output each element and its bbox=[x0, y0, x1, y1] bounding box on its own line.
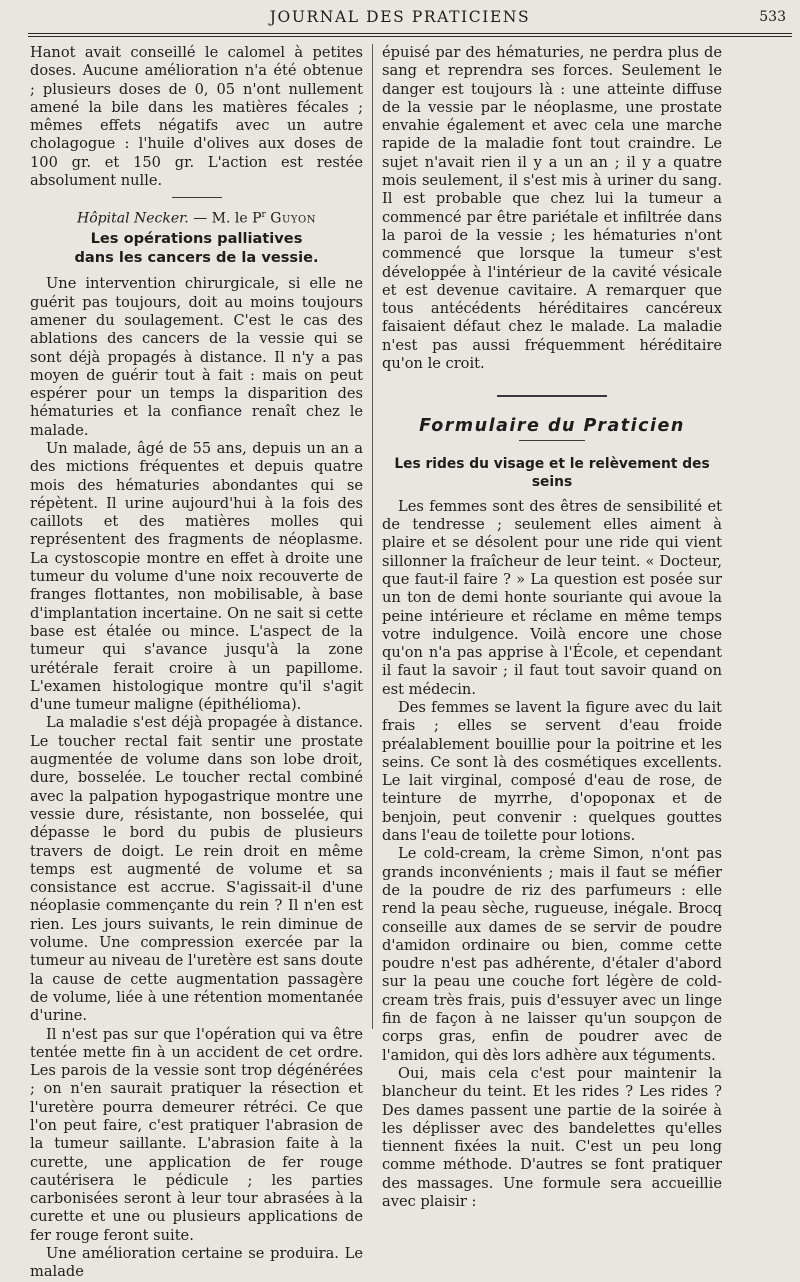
body-paragraph: Il n'est pas sur que l'opération qui va être tentée mette fin à un accident de cet ordre. Les parois de la vessie sont trop dégénérées ; on n'en saurait pratiquer la résection et l'uretère pourra demeurer rétréci. Ce que l'on peut faire, c'est pratiquer l'abrasion de la tumeur saillante. L'abrasion faite à la curette, une application de fer rouge cautérisera le pédicule ; les parties carbonisées seront à leur tour abrasées à la curette et une ou plusieurs applications de fer rouge feront suite. bbox=[30, 1025, 363, 1244]
section-title: Formulaire du Praticien bbox=[419, 416, 685, 437]
section-title-underline bbox=[519, 440, 585, 442]
author-title-sup: r bbox=[261, 210, 266, 221]
right-column bbox=[382, 44, 722, 1211]
body-paragraph: Un malade, âgé de 55 ans, depuis un an a des mictions fréquentes et depuis quatre mois des hématuries abondantes qui se répètent. Il urine aujourd'hui à la fois des caillots et des matières molles qui représentent des fragments de néoplasme. La cystoscopie montre en effet à droite une tumeur du volume d'une noix recouverte de franges flottantes, non mobilisable, à base d'implantation incertaine. On ne sait si cette base est étalée ou mince. L'aspect de la tumeur qui s'avance jusqu'à la zone urétérale ferait croire à un papillome. L'examen histologique montre qu'il s'agit d'une tumeur maligne (épithélioma). bbox=[30, 440, 363, 714]
body-paragraph: Une amélioration certaine se produira. Le malade bbox=[30, 1245, 363, 1281]
journal-title: JOURNAL DES PRATICIENS bbox=[269, 8, 531, 26]
section-separator bbox=[497, 395, 607, 397]
header-rule bbox=[28, 33, 792, 34]
hospital-name: Hôpital Necker. bbox=[77, 211, 189, 228]
author-prefix: — M. le P bbox=[188, 211, 262, 228]
author-name: Guyon bbox=[270, 211, 316, 228]
body-paragraph: Les femmes sont des êtres de sensibilité et de tendresse ; seulement elles aiment à plaire et se désolent pour une ride qui vient sillonner la fraîcheur de leur teint. « Docteur, que faut-il faire ? » La question est posée sur un ton de demi honte souriante qui avoue la peine intérieure et réclame en même temps votre indulgence. Voilà encore une chose qu'on n'a pas apprise à l'École, et cependant il faut la savoir ; il faut tout savoir quand on est médecin. bbox=[382, 497, 722, 698]
separator-rule bbox=[172, 197, 222, 198]
body-paragraph: La maladie s'est déjà propagée à distance. Le toucher rectal fait sentir une prostate augmentée de volume dans son lobe droit, dure, bosselée. Le toucher rectal combiné avec la palpation hypogastrique montre une vessie dure, résistante, non bosselée, qui dépasse le bord du pubis de plusieurs travers de doigt. Le rein droit en même temps est augmenté de volume et sa consistance est accrue. S'agissait-il d'une néoplasie commençante du rein ? Il n'en est rien. Les jours suivants, le rein diminue de volume. Une compression exercée par la tumeur au niveau de l'uretère est sans doute la cause de cette augmentation passagère de volume, liée à une rétention momentanée d'urine. bbox=[30, 714, 363, 1025]
left-column bbox=[30, 44, 363, 1281]
page-number: 533 bbox=[759, 9, 786, 25]
article-title-line1: Les opérations palliatives bbox=[90, 230, 303, 248]
body-paragraph: Oui, mais cela c'est pour maintenir la blancheur du teint. Et les rides ? Les rides ? Des dames passent une partie de la soirée à les déplisser avec des bandelettes qu'elles tiennent fixées la nuit. C'est un peu long comme méthode. D'autres se font pratiquer des massages. Une formule sera accueillie avec plaisir : bbox=[382, 1064, 722, 1211]
header-rule-2 bbox=[28, 36, 792, 37]
subsection-title: Les rides du visage et le relèvement des seins bbox=[394, 456, 710, 491]
body-paragraph: Une intervention chirurgicale, si elle ne guérit pas toujours, doit au moins toujours amener du soulagement. C'est le cas des ablations des cancers de la vessie qui se sont déjà propagés à distance. Il n'y a pas moyen de guérir tout à fait : mais on peut espérer pour un temps la disparition des hématuries et la confiance renaît chez le malade. bbox=[30, 275, 363, 439]
intro-paragraph: Hanot avait conseillé le calomel à petites doses. Aucune amélioration n'a été obtenue ; plusieurs doses de 0, 05 n'ont nullement amené la bile dans les matières fécales ; mêmes effets négatifs avec un autre cholagogue : l'huile d'olives aux doses de 100 gr. et 150 gr. L'action est restée absolument nulle. bbox=[30, 44, 363, 190]
body-paragraph: Le cold-cream, la crème Simon, n'ont pas grands inconvénients ; mais il faut se méfier de la poudre de riz des parfumeurs : elle rend la peau sèche, rugueuse, inégale. Brocq conseille aux dames de se servir de poudre d'amidon ordinaire ou bien, comme cette poudre n'est pas adhérente, d'étaler d'abord sur la peau une couche fort légère de cold-cream très frais, puis d'essuyer avec un linge fin de façon à ne laisser qu'un soupçon de corps gras, enfin de poudrer avec de l'amidon, qui dès lors adhère aux téguments. bbox=[382, 845, 722, 1064]
body-paragraph: Des femmes se lavent la figure avec du lait frais ; elles se servent d'eau froide préalablement bouillie pour la poitrine et les seins. Ce sont là des cosmétiques excellents. Le lait virginal, composé d'eau de rose, de teinture de myrrhe, d'opoponax et de benjoin, peut convenir : quelques gouttes dans l'eau de toilette pour lotions. bbox=[382, 699, 722, 845]
page-header bbox=[0, 0, 800, 34]
article-byline bbox=[30, 206, 363, 228]
column-divider bbox=[372, 44, 373, 1029]
article-title-line2: dans les cancers de la vessie. bbox=[74, 248, 319, 266]
continued-paragraph: épuisé par des hématuries, ne perdra plus de sang et reprendra ses forces. Seulement le danger est toujours là : une atteinte diffuse de la vessie par le néoplasme, une prostate envahie également et avec cela une marche rapide de la maladie font tout craindre. Le sujet n'avait rien il y a un an ; il y a quatre mois seulement, il s'est mis à uriner du sang. Il est probable que chez lui la tumeur a commencé par être pariétale et infiltrée dans la paroi de la vessie ; les hématuries n'ont commencé que lorsque la tumeur s'est développée à l'intérieur de la cavité vésicale et est devenue cavitaire. A remarquer que tous antécédents héréditaires cancéreux faisaient défaut chez le malade. La maladie n'est pas aussi fréquemment héréditaire qu'on le croit. bbox=[382, 44, 722, 373]
article-title bbox=[30, 230, 363, 267]
